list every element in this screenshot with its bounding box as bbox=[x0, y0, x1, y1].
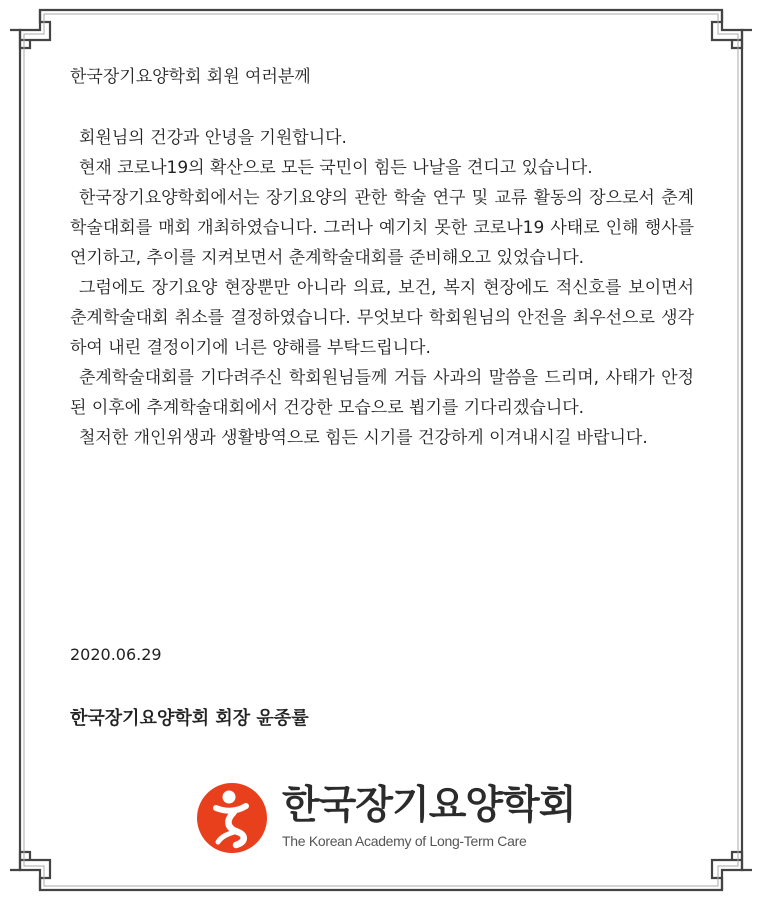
logo-name-korean: 한국장기요양학회 bbox=[282, 783, 576, 828]
paragraph-closing: 철저한 개인위생과 생활방역으로 힘든 시기를 건강하게 이겨내시길 바랍니다. bbox=[79, 428, 648, 448]
letter-date: 2020.06.29 bbox=[70, 645, 162, 664]
signature: 한국장기요양학회 회장 윤종률 bbox=[70, 708, 309, 729]
academy-logo bbox=[196, 782, 576, 854]
logo-mark-icon bbox=[196, 782, 268, 854]
paragraph-greeting: 회원님의 건강과 안녕을 기원합니다. bbox=[79, 128, 347, 148]
paragraph-cancellation: 그럼에도 장기요양 현장뿐만 아니라 의료, 보건, 복지 현장에도 적신호를 보이면서 춘계학술대회 취소를 결정하였습니다. 무엇보다 학회원님의 안전을 최우선으로 생각하여 내린 결정이기에 너른 양해를 부탁드립니다. bbox=[70, 278, 694, 358]
logo-name-english: The Korean Academy of Long-Term Care bbox=[282, 833, 527, 849]
letter-body bbox=[70, 123, 694, 453]
paragraph-apology: 춘계학술대회를 기다려주신 학회원님들께 거듭 사과의 말씀을 드리며, 사태가 안정된 이후에 추계학술대회에서 건강한 모습으로 뵙기를 기다리겠습니다. bbox=[70, 368, 694, 418]
salutation: 한국장기요양학회 회원 여러분께 bbox=[70, 67, 311, 87]
letter-content bbox=[70, 64, 694, 453]
paragraph-situation: 현재 코로나19의 확산으로 모든 국민이 힘든 나날을 견디고 있습니다. bbox=[79, 158, 593, 178]
paragraph-postponement: 한국장기요양학회에서는 장기요양의 관한 학술 연구 및 교류 활동의 장으로서 춘계학술대회를 매회 개최하였습니다. 그러나 예기치 못한 코로나19 사태로 인해 행사를 연기하고, 추이를 지켜보면서 춘계학술대회를 준비해오고 있었습니다. bbox=[70, 188, 694, 268]
